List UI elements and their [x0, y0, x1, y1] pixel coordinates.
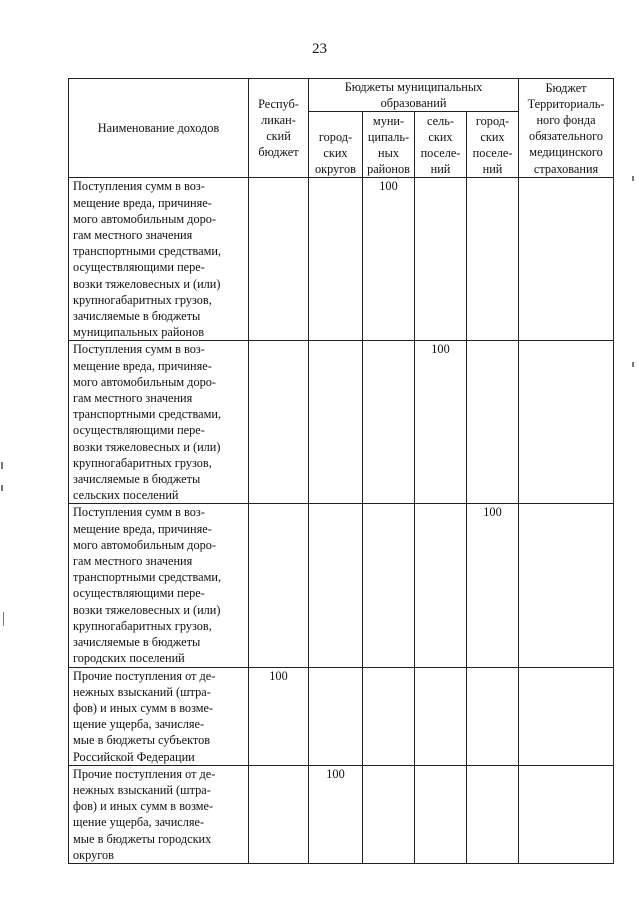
value-municipal-districts-cell	[363, 341, 415, 504]
value-city-districts-cell	[309, 178, 363, 341]
value-city-districts-cell: 100	[309, 765, 363, 863]
revenue-name-cell: Прочие поступления от де- нежных взысканий (штра- фов) и иных сумм в возме- щение ущерба, зачисляе- мые в бюджеты городских округов	[69, 765, 249, 863]
revenue-distribution-table	[68, 78, 614, 864]
header-republic-budget: Респуб- ликан- ский бюджет	[249, 79, 309, 178]
value-rural-settlements-cell	[415, 765, 467, 863]
value-rural-settlements-cell: 100	[415, 341, 467, 504]
revenue-name-cell: Прочие поступления от де- нежных взысканий (штра- фов) и иных сумм в возме- щение ущерба, зачисляе- мые в бюджеты субъектов Российской Федерации	[69, 667, 249, 765]
table-row	[69, 765, 614, 863]
value-republic-cell: 100	[249, 667, 309, 765]
value-urban-settlements-cell	[467, 765, 519, 863]
value-city-districts-cell	[309, 667, 363, 765]
value-municipal-districts-cell: 100	[363, 178, 415, 341]
value-territorial-fund-cell	[519, 504, 614, 667]
revenue-name-cell: Поступления сумм в воз- мещение вреда, причиняе- мого автомобильным доро- гам местного значения транспортными средствами, осуществляющими пере- возки тяжеловесных и (или) крупногабаритных грузов, зачисляемые в бюджеты городских поселений	[69, 504, 249, 667]
value-republic-cell	[249, 504, 309, 667]
scan-artifact	[632, 176, 634, 181]
page-number: 23	[312, 41, 327, 57]
value-rural-settlements-cell	[415, 504, 467, 667]
revenue-name-cell: Поступления сумм в воз- мещение вреда, причиняе- мого автомобильным доро- гам местного значения транспортными средствами, осуществляющими пере- возки тяжеловесных и (или) крупногабаритных грузов, зачисляемые в бюджеты муниципальных районов	[69, 178, 249, 341]
table-row	[69, 341, 614, 504]
value-municipal-districts-cell	[363, 667, 415, 765]
value-republic-cell	[249, 341, 309, 504]
value-republic-cell	[249, 765, 309, 863]
value-urban-settlements-cell	[467, 667, 519, 765]
header-municipal-districts: муни- ципаль- ных районов	[363, 112, 415, 178]
revenue-name-cell: Поступления сумм в воз- мещение вреда, причиняе- мого автомобильным доро- гам местного значения транспортными средствами, осуществляющими пере- возки тяжеловесных и (или) крупногабаритных грузов, зачисляемые в бюджеты сельских поселений	[69, 341, 249, 504]
value-rural-settlements-cell	[415, 178, 467, 341]
value-territorial-fund-cell	[519, 765, 614, 863]
header-territorial-fund-budget: Бюджет Территориаль- ного фонда обязательного медицинского страхования	[519, 79, 614, 178]
value-city-districts-cell	[309, 341, 363, 504]
table-row	[69, 667, 614, 765]
value-rural-settlements-cell	[415, 667, 467, 765]
scan-artifact	[1, 462, 3, 469]
value-municipal-districts-cell	[363, 504, 415, 667]
table-row	[69, 178, 614, 341]
scan-artifact	[632, 362, 634, 367]
header-revenue-name: Наименование доходов	[69, 79, 249, 178]
value-urban-settlements-cell	[467, 178, 519, 341]
header-rural-settlements: сель- ских поселе- ний	[415, 112, 467, 178]
scan-artifact	[3, 612, 4, 626]
value-territorial-fund-cell	[519, 667, 614, 765]
value-urban-settlements-cell: 100	[467, 504, 519, 667]
scan-artifact	[1, 485, 3, 491]
header-city-districts: город- ских округов	[309, 112, 363, 178]
header-urban-settlements: город- ских поселе- ний	[467, 112, 519, 178]
value-urban-settlements-cell	[467, 341, 519, 504]
value-territorial-fund-cell	[519, 341, 614, 504]
header-municipal-budgets: Бюджеты муниципальных образований	[309, 79, 519, 112]
table-row	[69, 504, 614, 667]
value-city-districts-cell	[309, 504, 363, 667]
value-municipal-districts-cell	[363, 765, 415, 863]
value-republic-cell	[249, 178, 309, 341]
value-territorial-fund-cell	[519, 178, 614, 341]
